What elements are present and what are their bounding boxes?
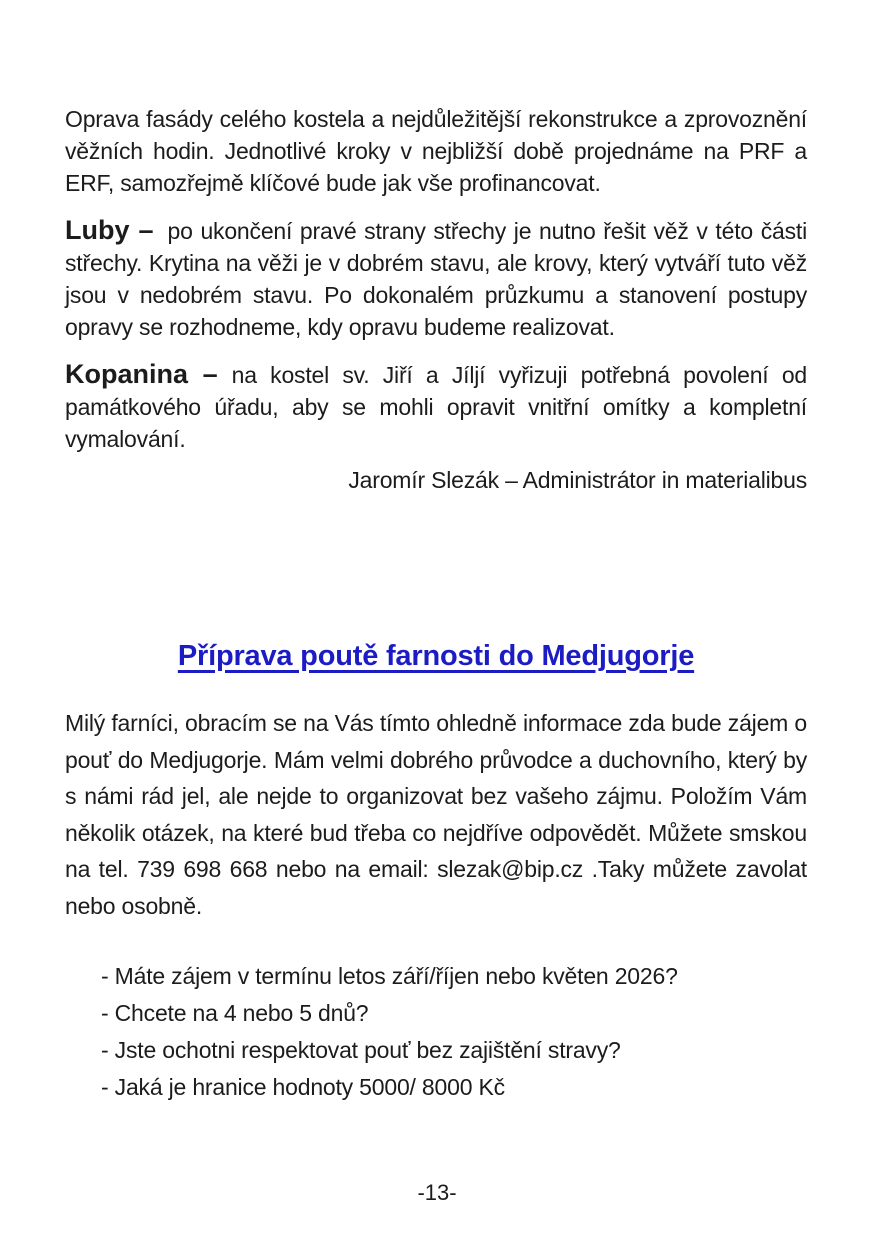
luby-text: po ukončení pravé strany střechy je nutno řešit věž v této části střechy. Krytina na věži je v dobrém stavu, ale krovy, který vytváří tuto věž jsou v nedobrém stavu. Po dokonalém průzkumu a stanovení postupy opravy se rozhodneme, kdy opravu budeme realizovat. — [65, 218, 807, 340]
paragraph-church-facade: Oprava fasády celého kostela a nejdůležitější rekonstrukce a zprovoznění věžních hodin. Jednotlivé kroky v nejbližší době projednáme na PRF a ERF, samozřejmě klíčové bude jak vše profinancovat. — [65, 106, 807, 196]
kopanina-label: Kopanina – — [65, 359, 218, 389]
question-item: - Máte zájem v termínu letos září/říjen nebo květen 2026? — [101, 963, 678, 989]
paragraph-kopanina — [65, 358, 807, 455]
kopanina-text: na kostel sv. Jiří a Jíljí vyřizuji potřebná povolení od památkového úřadu, aby se mohli opravit vnitřní omítky a kompletní vymalování. — [65, 362, 807, 452]
question-item: - Jste ochotni respektovat pouť bez zajištění stravy? — [101, 1037, 621, 1063]
question-item: - Jaká je hranice hodnoty 5000/ 8000 Kč — [101, 1074, 505, 1100]
luby-label: Luby – — [65, 215, 154, 245]
question-item: - Chcete na 4 nebo 5 dnů? — [101, 1000, 369, 1026]
question-list — [65, 958, 807, 1106]
paragraph-medjugorje-announcement: Milý farníci, obracím se na Vás tímto ohledně informace zda bude zájem o pouť do Medjugorje. Mám velmi dobrého průvodce a duchovního, který by s námi rád jel, ale nejde to organizovat bez vašeho zájmu. Položím Vám několik otázek, na které bud třeba co nejdříve odpovědět. Můžete smskou na tel. 739 698 668 nebo na email: slezak@bip.cz .Taky můžete zavolat nebo osobně. — [65, 710, 807, 919]
medjugorje-heading: Příprava poutě farnosti do Medjugorje — [177, 640, 695, 672]
page-number: -13- — [417, 1180, 457, 1205]
signature-line: Jaromír Slezák – Administrátor in materialibus — [348, 467, 807, 493]
paragraph-luby — [65, 214, 807, 343]
page-content — [65, 0, 807, 1106]
